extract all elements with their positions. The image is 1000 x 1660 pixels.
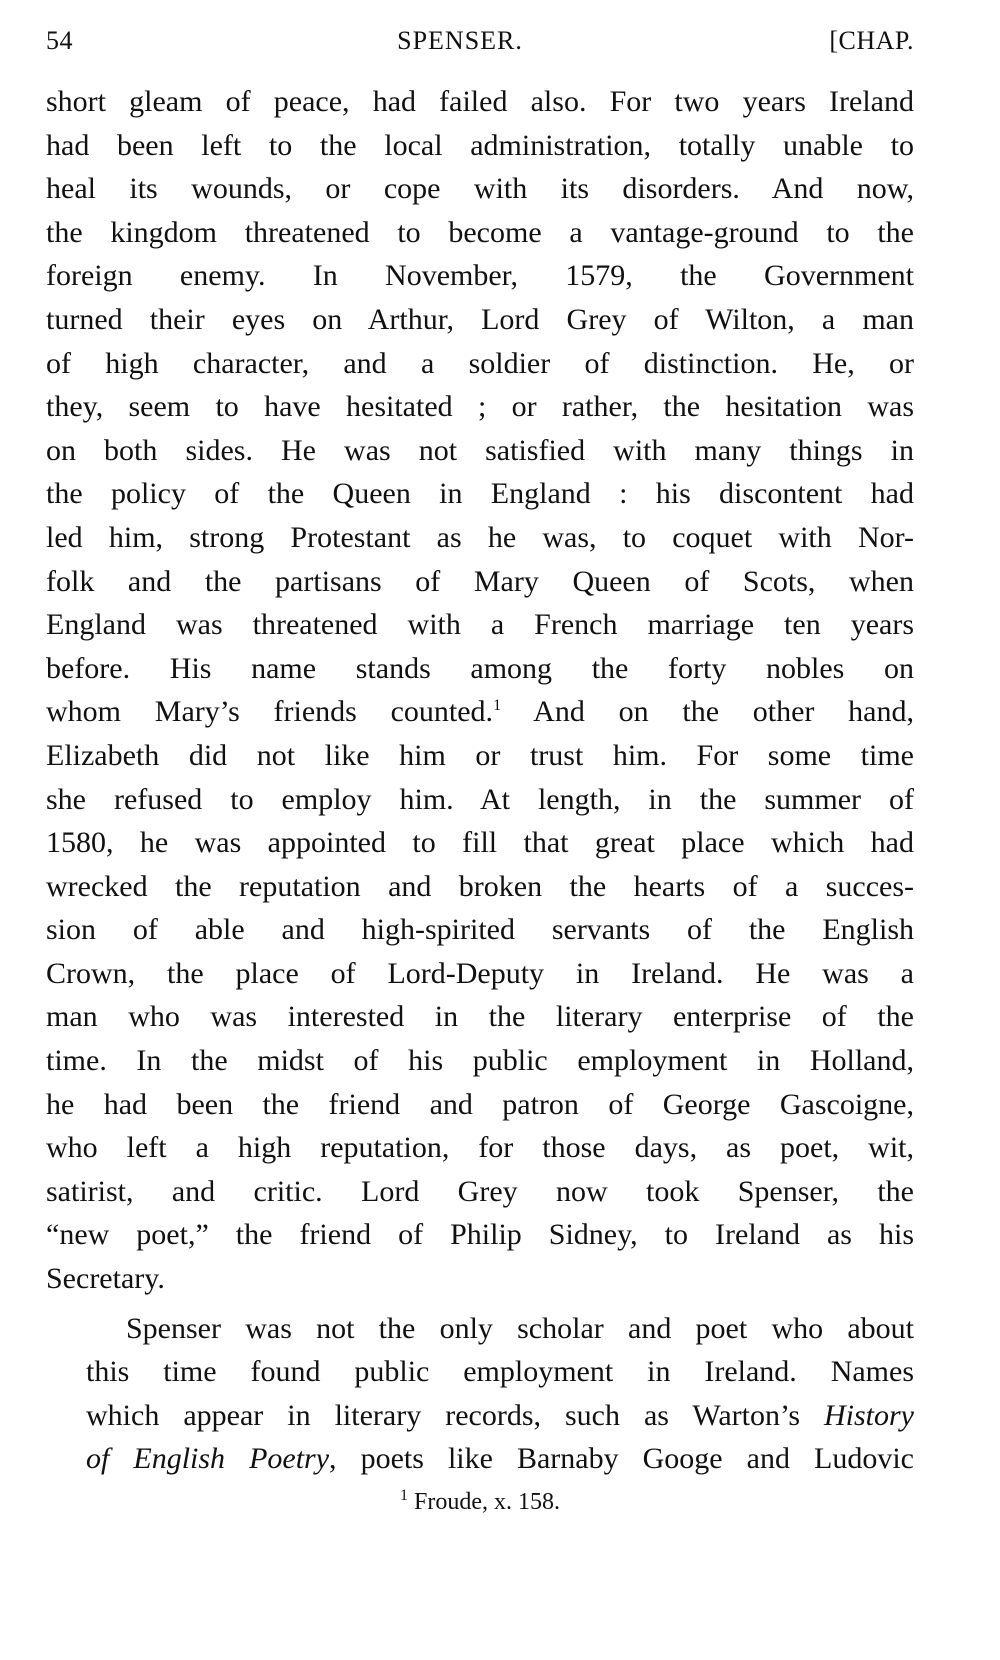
text-line: this time found public employment in Ireland. Names bbox=[86, 1355, 914, 1389]
text-line: folk and the partisans of Mary Queen of Scots, when bbox=[46, 564, 914, 598]
text-line: who left a high reputation, for those days, as poet, wit, bbox=[46, 1131, 914, 1165]
running-title: SPENSER. bbox=[397, 26, 523, 55]
text-line: the policy of the Queen in England : his discontent had bbox=[46, 477, 914, 511]
text-segment: which appear in literary records, such as Warton’s bbox=[86, 1398, 824, 1432]
footnote bbox=[46, 1489, 914, 1516]
footnote-text: Froude, x. 158. bbox=[408, 1489, 560, 1515]
chapter-label: [CHAP. bbox=[829, 26, 914, 55]
text-line-with-italic bbox=[46, 1437, 914, 1481]
text-line: she refused to employ him. At length, in the summer of bbox=[46, 782, 914, 816]
paragraph-1 bbox=[46, 80, 914, 1301]
text-line: heal its wounds, or cope with its disorders. And now, bbox=[46, 172, 914, 206]
text-segment: whom Mary’s friends counted. bbox=[46, 695, 494, 729]
text-line: before. His name stands among the forty nobles on bbox=[46, 651, 914, 685]
text-line: “new poet,” the friend of Philip Sidney, to Ireland as his bbox=[46, 1218, 914, 1252]
text-line-with-footnote-ref bbox=[46, 690, 914, 734]
text-line: England was threatened with a French marriage ten years bbox=[46, 608, 914, 642]
book-title-italic: of English Poetry bbox=[86, 1442, 330, 1476]
text-line: of high character, and a soldier of distinction. He, or bbox=[46, 346, 914, 380]
text-line: short gleam of peace, had failed also. For two years Ireland bbox=[46, 85, 914, 118]
body-text bbox=[46, 80, 914, 1481]
text-line: time. In the midst of his public employment in Holland, bbox=[46, 1044, 914, 1078]
footnote-reference: 1 bbox=[493, 697, 502, 715]
text-line: turned their eyes on Arthur, Lord Grey of Wilton, a man bbox=[46, 302, 914, 336]
text-line: Elizabeth did not like him or trust him. For some time bbox=[46, 738, 914, 772]
footnote-marker: 1 bbox=[400, 1487, 408, 1504]
text-line: 1580, he was appointed to fill that great place which had bbox=[46, 826, 914, 860]
text-line-with-italic bbox=[46, 1394, 914, 1438]
text-line: sion of able and high-spirited servants of the English bbox=[46, 913, 914, 947]
text-line: satirist, and critic. Lord Grey now took Spenser, the bbox=[46, 1174, 914, 1208]
paragraph-2 bbox=[46, 1307, 914, 1481]
text-line: man who was interested in the literary enterprise of the bbox=[46, 1000, 914, 1034]
text-line: they, seem to have hesitated ; or rather, the hesitation was bbox=[46, 390, 914, 424]
text-line: Spenser was not the only scholar and poet who about bbox=[126, 1311, 914, 1345]
text-line: Secretary. bbox=[46, 1262, 165, 1296]
book-title-italic: History bbox=[824, 1398, 914, 1432]
text-line: wrecked the reputation and broken the hearts of a succes- bbox=[46, 869, 914, 903]
text-line: led him, strong Protestant as he was, to coquet with Nor- bbox=[46, 520, 914, 554]
text-line: the kingdom threatened to become a vantage-ground to the bbox=[46, 215, 914, 249]
text-line: Crown, the place of Lord-Deputy in Ireland. He was a bbox=[46, 956, 914, 990]
running-head bbox=[46, 26, 914, 62]
text-line: had been left to the local administration, totally unable to bbox=[46, 128, 914, 162]
text-line: on both sides. He was not satisfied with many things in bbox=[46, 433, 914, 467]
page-number: 54 bbox=[46, 26, 73, 55]
page bbox=[46, 26, 914, 1516]
text-segment: , poets like Barnaby Googe and Ludovic bbox=[329, 1442, 914, 1476]
text-line: he had been the friend and patron of George Gascoigne, bbox=[46, 1087, 914, 1121]
text-segment: And on the other hand, bbox=[501, 695, 914, 729]
text-line: foreign enemy. In November, 1579, the Government bbox=[46, 259, 914, 293]
